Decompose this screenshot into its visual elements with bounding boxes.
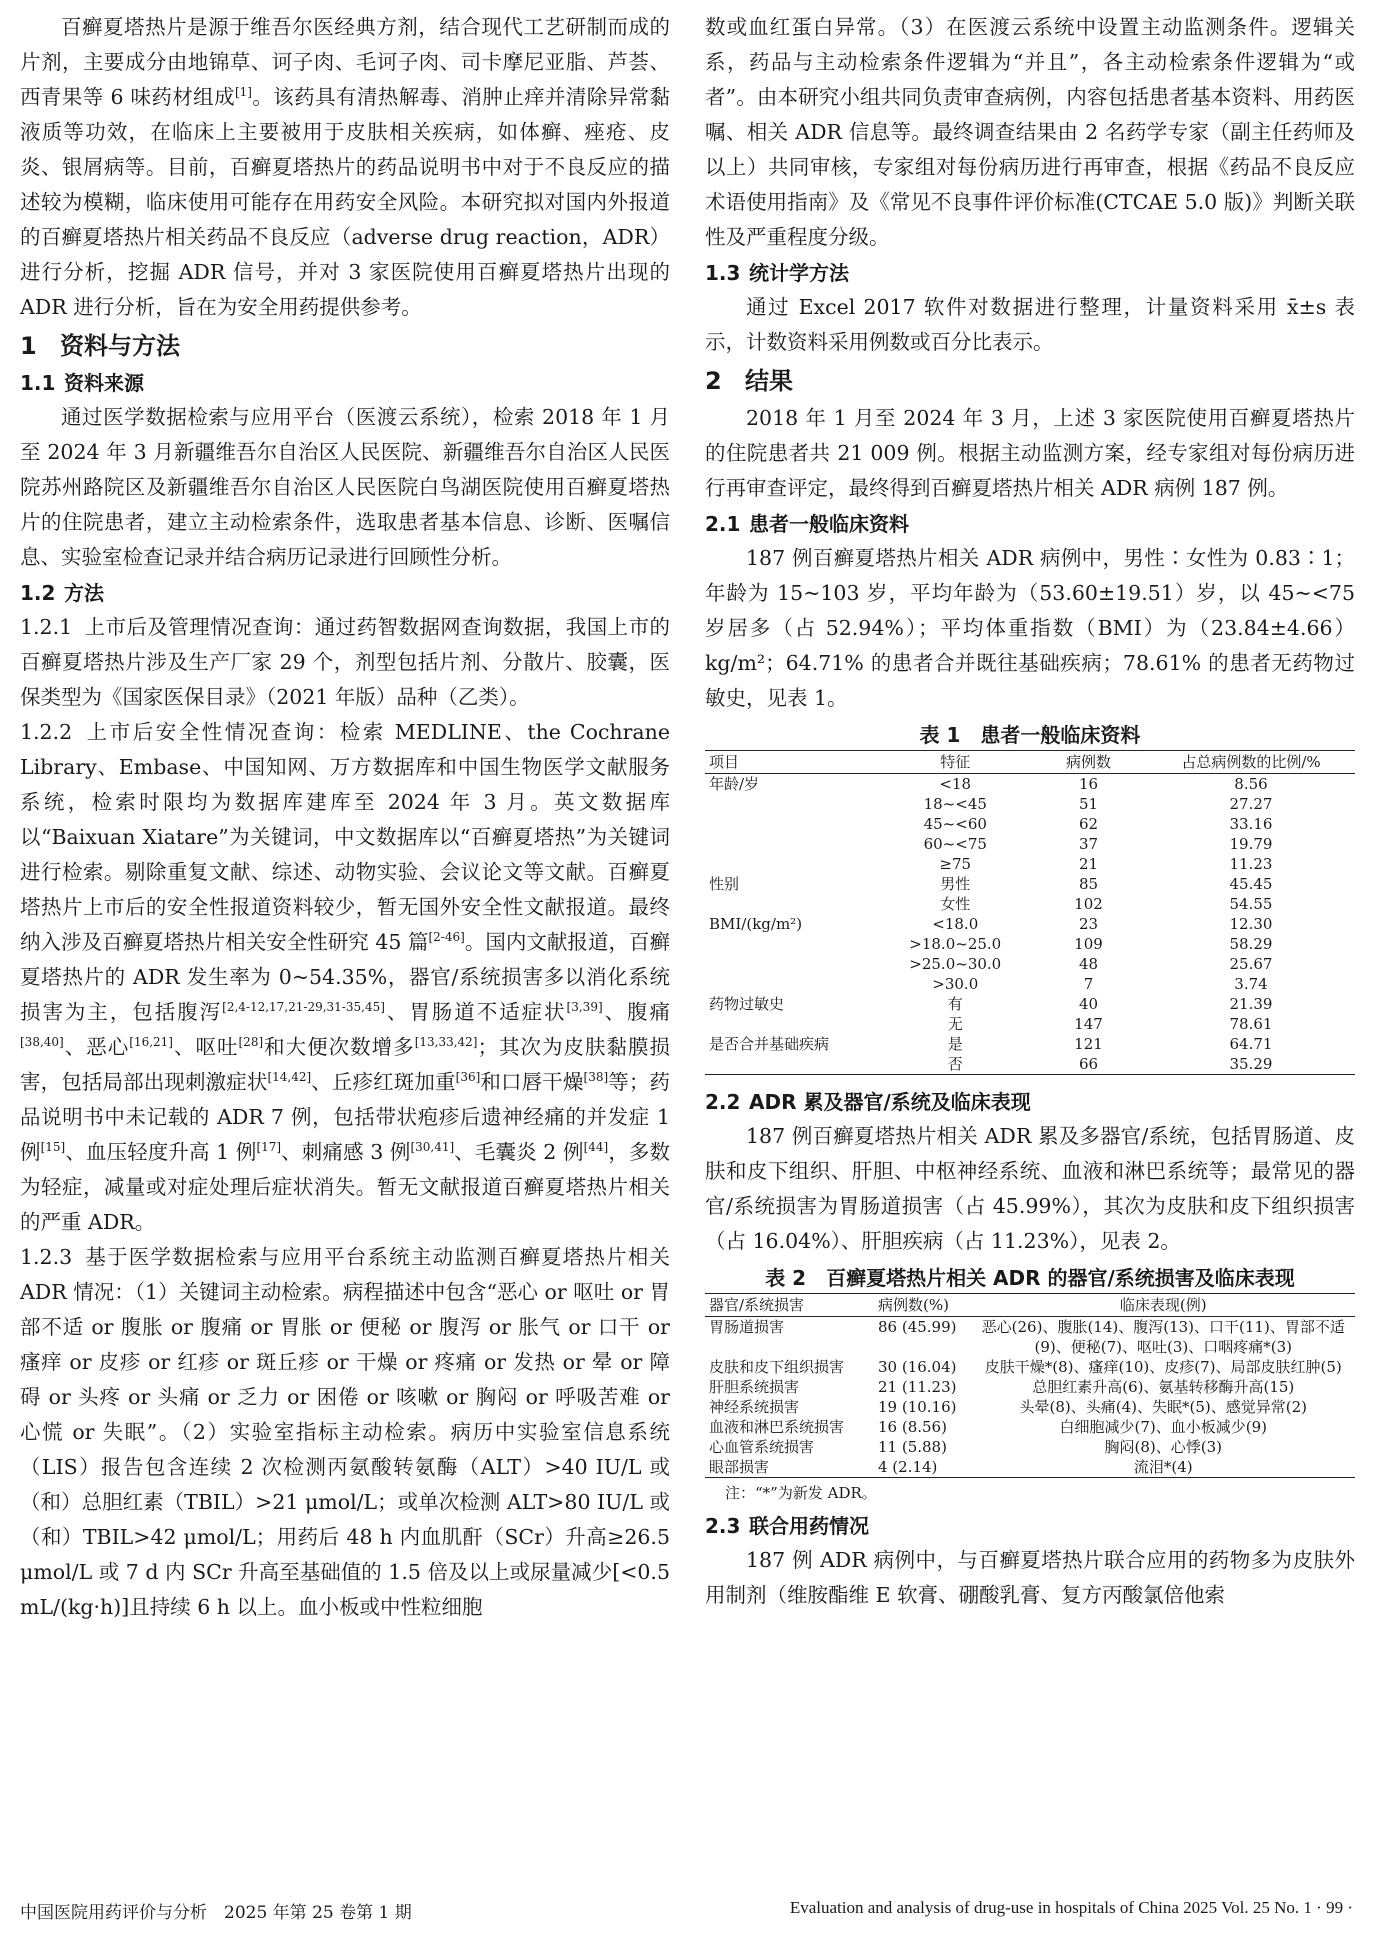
right-column [705,10,1355,1613]
table-header-cell: 临床表现(例) [972,1294,1356,1317]
table-cell: 109 [1074,935,1103,953]
table-cell [705,894,881,914]
subsection-1-1-heading [20,366,670,400]
section-1-heading [20,328,670,364]
table-cell [705,834,881,854]
table-cell: 16 (8.56) [878,1418,947,1436]
section-title: 结果 [745,367,793,395]
table-cell: 12.30 [1229,915,1273,933]
combined-drugs-paragraph: 187 例 ADR 病例中，与百癣夏塔热片联合应用的药物多为皮肤外用制剂（维胺酯维 E 软膏、硼酸乳膏、复方丙酸氯倍他索 [705,1548,1355,1607]
table-row [705,1417,1355,1437]
method-1-2-1-paragraph [20,610,670,715]
statistics-paragraph: 通过 Excel 2017 软件对数据进行整理，计量资料采用 x̄±s 表示，计数资料采用例数或百分比表示。 [705,295,1355,354]
table-cell: 皮肤干燥*(8)、瘙痒(10)、皮疹(7)、局部皮肤红肿(5) [984,1358,1342,1376]
table-cell [705,1014,881,1034]
table-row [705,1457,1355,1478]
table-cell: 16 [1078,775,1099,793]
table-cell: 86 (45.99) [878,1318,957,1336]
table-cell: 121 [1074,1035,1103,1053]
subsection-number: 2.3 [705,1514,741,1538]
subsection-number: 1.2 [20,581,56,605]
table-cell: 45~<60 [923,815,987,833]
table-row [705,1357,1355,1377]
table-cell: 64.71 [1229,1035,1273,1053]
table-cell: 有 [947,995,963,1013]
table-cell [705,974,881,994]
table-cell: 21 (11.23) [878,1378,957,1396]
table-cell: 肝胆系统损害 [709,1378,800,1396]
method-1-2-3-text: 基于医学数据检索与应用平台系统主动监测百癣夏塔热片相关 ADR 情况：（1）关键词主动检索。病程描述中包含“恶心 or 呕吐 or 胃部不适 or 腹胀 or 腹痛 or 胃胀 or 便秘 or 腹泻 or 胀气 or 口干 or 瘙痒 or 皮疹 or 红疹 or 斑丘疹 or 干燥 or 疼痛 or 发热 or 晕 or 障碍 or 头疼 or 头痛 or 乏力 or 困倦 or 咳嗽 or 胸闷 or 呼吸苦难 or 心慌 or 失眠”。（2）实验室指标主动检索。病历中实验室信息系统（LIS）报告包含连续 2 次检测丙氨酸转氨酶（ALT）>40 IU/L 或（和）总胆红素（TBIL）>21 μmol/L；或单次检测 ALT>80 IU/L 或（和）TBIL>42 μmol/L；用药后 48 h 内血肌酐（SCr）升高≥26.5 μmol/L 或 7 d 内 SCr 升高至基础值的 1.5 倍及以上或尿量减少[<0.5 mL/(kg·h)]且持续 6 h 以上。血小板或中性粒细胞 [20,1245,670,1619]
table-cell: 45.45 [1229,875,1273,893]
table-cell: <18.0 [932,915,979,933]
method-1-2-1-text: 上市后及管理情况查询：通过药智数据网查询数据，我国上市的百癣夏塔热片涉及生产厂家 29 个，剂型包括片剂、分散片、胶囊，医保类型为《国家医保目录》（2021 年版）品种（乙类）。 [20,615,670,709]
table-cell: 51 [1078,795,1099,813]
table-cell: 女性 [940,895,971,913]
continued-paragraph: 数或血红蛋白异常。（3）在医渡云系统中设置主动监测条件。逻辑关系，药品与主动检索条件逻辑为“并且”，各主动检索条件逻辑为“或者”。由本研究小组共同负责审查病例，内容包括患者基本资料、用药医嘱、相关 ADR 信息等。最终调查结果由 2 名药学专家（副主任药师及以上）共同审核，专家组对每份病历进行再审查，根据《药品不良反应术语使用指南》及《常见不良事件评价标准(CTCAE 5.0 版)》判断关联性及严重程度分级。 [705,15,1355,249]
table-cell: 27.27 [1229,795,1273,813]
subsection-title: 统计学方法 [749,261,849,285]
table-row [705,1377,1355,1397]
table-row [705,814,1355,834]
table-cell: 性别 [709,875,740,893]
table-header-row [705,1294,1355,1317]
table-row [705,854,1355,874]
table-cell: ≥75 [939,855,972,873]
intro-paragraph: 百癣夏塔热片是源于维吾尔医经典方剂，结合现代工艺研制而成的片剂，主要成分由地锦草、诃子肉、毛诃子肉、司卡摩尼亚脂、芦荟、西青果等 6 味药材组成[1]。该药具有清热解毒、消肿止痒并清除异常黏液质等功效，在临床上主要被用于皮肤相关疾病，如体癣、痤疮、皮炎、银屑病等。目前，百癣夏塔热片的药品说明书中对于不良反应的描述较为模糊，临床使用可能存在用药安全风险。本研究拟对国内外报道的百癣夏塔热片相关药品不良反应（adverse drug reaction，ADR）进行分析，挖掘 ADR 信号，并对 3 家医院使用百癣夏塔热片出现的 ADR 进行分析，旨在为安全用药提供参考。 [20,15,670,319]
table-cell: 4 (2.14) [874,1457,972,1478]
table-row [705,774,1355,795]
table-header-cell: 占总病例数的比例/% [1147,751,1355,774]
table-cell: 白细胞减少(7)、血小板减少(9) [1059,1418,1267,1436]
table-cell: 62 [1078,815,1099,833]
table-cell: >18.0~25.0 [909,935,1002,953]
table-cell [705,934,881,954]
table-cell: 19.79 [1229,835,1273,853]
subsection-title: 联合用药情况 [749,1514,869,1538]
table-cell: 流泪*(4) [972,1457,1356,1478]
table-cell [705,794,881,814]
table-cell: 否 [881,1054,1031,1075]
table-1 [705,750,1355,1075]
table-cell: 23 [1078,915,1099,933]
table-cell: 头晕(8)、头痛(4)、失眠*(5)、感觉异常(2) [1019,1398,1307,1416]
table-cell: 心血管系统损害 [709,1438,815,1456]
subsubsection-number: 1.2.3 [20,1245,73,1269]
table-cell: 年龄/岁 [709,775,760,793]
journal-footer-english: Evaluation and analysis of drug-use in hospitals of China 2025 Vol. 25 No. 1 · 99 · [789,1898,1353,1917]
table-row [705,834,1355,854]
table-row [705,794,1355,814]
table-row [705,954,1355,974]
table-cell: 19 (10.16) [878,1398,957,1416]
subsection-2-3-heading [705,1509,1355,1543]
table-2 [705,1293,1355,1478]
table-row [705,994,1355,1014]
table-cell: 眼部损害 [705,1457,874,1478]
subsection-number: 2.1 [705,512,741,536]
table-row [705,1437,1355,1457]
table-cell: 66 [1030,1054,1147,1075]
subsection-title: 资料来源 [64,371,144,395]
method-1-2-2-text: 上市后安全性情况查询：检索 MEDLINE、the Cochrane Library、Embase、中国知网、万方数据库和中国生物医学文献服务系统，检索时限均为数据库建库至 2024 年 3 月。英文数据库以“Baixuan Xiatare”为关键词，中文数据库以“百癣夏塔热”为关键词进行检索。剔除重复文献、综述、动物实验、会议论文等文献。百癣夏塔热片上市后的安全性报道资料较少，暂无国外安全性文献报道。最终纳入涉及百癣夏塔热片相关安全性研究 45 篇[2-46]。国内文献报道，百癣夏塔热片的 ADR 发生率为 0~54.35%，器官/系统损害多以消化系统损害为主，包括腹泻[2,4-12,17,21-29,31-35,45]、胃肠道不适症状[3,39]、腹痛[38,40]、恶心[16,21]、呕吐[28]和大便次数增多[13,33,42]；其次为皮肤黏膜损害，包括局部出现刺激症状[14,42]、丘疹红斑加重[36]和口唇干燥[38]等；药品说明书中未记载的 ADR 7 例，包括带状疱疹后遗神经痛的并发症 1 例[15]、血压轻度升高 1 例[17]、刺痛感 3 例[30,41]、毛囊炎 2 例[44]，多数为轻症，减量或对症处理后症状消失。暂无文献报道百癣夏塔热片相关的严重 ADR。 [20,720,671,1234]
patient-data-paragraph: 187 例百癣夏塔热片相关 ADR 病例中，男性∶女性为 0.83∶1；年龄为 15~103 岁，平均年龄为（53.60±19.51）岁，以 45~<75 岁居多（占 52.94%）；平均体重指数（BMI）为（23.84±4.66）kg/m²；64.71% 的患者合并既往基础疾病；78.61% 的患者无药物过敏史，见表 1。 [705,546,1355,710]
table-cell: 25.67 [1229,955,1273,973]
table-cell: 8.56 [1234,775,1268,793]
table-row [705,914,1355,934]
subsection-title: 患者一般临床资料 [749,512,909,536]
data-source-paragraph: 通过医学数据检索与应用平台（医渡云系统），检索 2018 年 1 月至 2024 年 3 月新疆维吾尔自治区人民医院、新疆维吾尔自治区人民医院苏州路院区及新疆维吾尔自治区人民医院白鸟湖医院使用百癣夏塔热片的住院患者，建立主动检索条件，选取患者基本信息、诊断、医嘱信息、实验室检查记录并结合病历记录进行回顾性分析。 [20,405,670,569]
table-row [705,1034,1355,1054]
table-cell: 37 [1078,835,1099,853]
table-cell: 总胆红素升高(6)、氨基转移酶升高(15) [1032,1378,1295,1396]
table-cell [705,1054,881,1075]
table-header-cell: 项目 [705,751,881,774]
table-2-note: 注：“*”为新发 ADR。 [725,1484,877,1502]
table-cell: 147 [1074,1015,1103,1033]
left-column [20,10,670,1625]
table-2-caption: 表 2 百癣夏塔热片相关 ADR 的器官/系统损害及临床表现 [765,1266,1295,1290]
table-header-cell: 器官/系统损害 [705,1294,874,1317]
table-cell [705,954,881,974]
table-row [705,1054,1355,1075]
table-row [705,874,1355,894]
table-cell: 54.55 [1229,895,1273,913]
table-cell: 胃肠道损害 [709,1318,785,1336]
table-cell: >25.0~30.0 [909,955,1002,973]
table-cell: BMI/(kg/m²) [709,915,803,933]
table-row [705,1317,1355,1358]
table-cell: 是 [947,1035,963,1053]
table-cell: 48 [1078,955,1099,973]
section-title: 资料与方法 [60,332,180,360]
table-cell: 皮肤和皮下组织损害 [709,1358,845,1376]
table-cell: >30.0 [932,975,979,993]
table-row [705,1397,1355,1417]
table-header-cell: 病例数 [1030,751,1147,774]
subsection-number: 2.2 [705,1090,741,1114]
table-cell [705,854,881,874]
subsection-number: 1.3 [705,261,741,285]
table-cell: 60~<75 [923,835,987,853]
journal-footer: 中国医院用药评价与分析 2025 年第 25 卷第 1 期 [20,1903,412,1923]
table-cell: 11.23 [1229,855,1273,873]
table-cell: 35.29 [1147,1054,1355,1075]
section-2-heading [705,363,1355,399]
method-1-2-2-paragraph [20,715,670,1240]
table-cell: 33.16 [1229,815,1273,833]
subsection-1-3-heading [705,256,1355,290]
method-1-2-3-paragraph [20,1240,670,1625]
subsubsection-number: 1.2.1 [20,615,73,639]
table-cell: 21.39 [1229,995,1273,1013]
subsection-2-2-heading [705,1085,1355,1119]
table-row [705,1014,1355,1034]
subsubsection-number: 1.2.2 [20,720,73,744]
table-cell: 11 (5.88) [878,1438,947,1456]
table-cell: 30 (16.04) [878,1358,957,1376]
table-cell: 无 [947,1015,963,1033]
table-header-cell: 特征 [881,751,1031,774]
table-cell: 药物过敏史 [709,995,785,1013]
table-cell: 是否合并基础疾病 [709,1035,830,1053]
table-header-cell: 病例数(%) [874,1294,972,1317]
table-cell: 58.29 [1229,935,1273,953]
table-cell: 18~<45 [923,795,987,813]
table-cell: 7 [1083,975,1094,993]
section-number: 1 [20,332,37,360]
table-cell: 神经系统损害 [709,1398,800,1416]
table-cell: 21 [1078,855,1099,873]
table-cell: 血液和淋巴系统损害 [709,1418,845,1436]
table-cell: 102 [1074,895,1103,913]
table-header-row [705,751,1355,774]
table-cell: <18 [939,775,972,793]
results-paragraph: 2018 年 1 月至 2024 年 3 月，上述 3 家医院使用百癣夏塔热片的住院患者共 21 009 例。根据主动监测方案，经专家组对每份病历进行再审查评定，最终得到百癣夏塔热片相关 ADR 病例 187 例。 [705,406,1355,500]
subsection-title: ADR 累及器官/系统及临床表现 [749,1090,1031,1114]
table-cell: 40 [1078,995,1099,1013]
table-cell: 恶心(26)、腹胀(14)、腹泻(13)、口干(11)、胃部不适(9)、便秘(7)、呕吐(3)、口咽疼痛*(3) [981,1318,1345,1356]
adr-organs-paragraph: 187 例百癣夏塔热片相关 ADR 累及多器官/系统，包括胃肠道、皮肤和皮下组织、肝胆、中枢神经系统、血液和淋巴系统等；最常见的器官/系统损害为胃肠道损害（占 45.99%），其次为皮肤和皮下组织损害（占 16.04%）、肝胆疾病（占 11.23%），见表 2。 [705,1124,1355,1253]
table-cell: 3.74 [1234,975,1268,993]
table-1-caption: 表 1 患者一般临床资料 [919,723,1141,747]
section-number: 2 [705,367,722,395]
table-cell: 胸闷(8)、心悸(3) [1104,1438,1222,1456]
table-row [705,894,1355,914]
subsection-1-2-heading [20,576,670,610]
table-cell: 78.61 [1229,1015,1273,1033]
table-cell: 85 [1078,875,1099,893]
subsection-title: 方法 [64,581,104,605]
table-row [705,934,1355,954]
table-cell [705,814,881,834]
subsection-number: 1.1 [20,371,56,395]
table-cell: 男性 [940,875,971,893]
subsection-2-1-heading [705,507,1355,541]
table-row [705,974,1355,994]
